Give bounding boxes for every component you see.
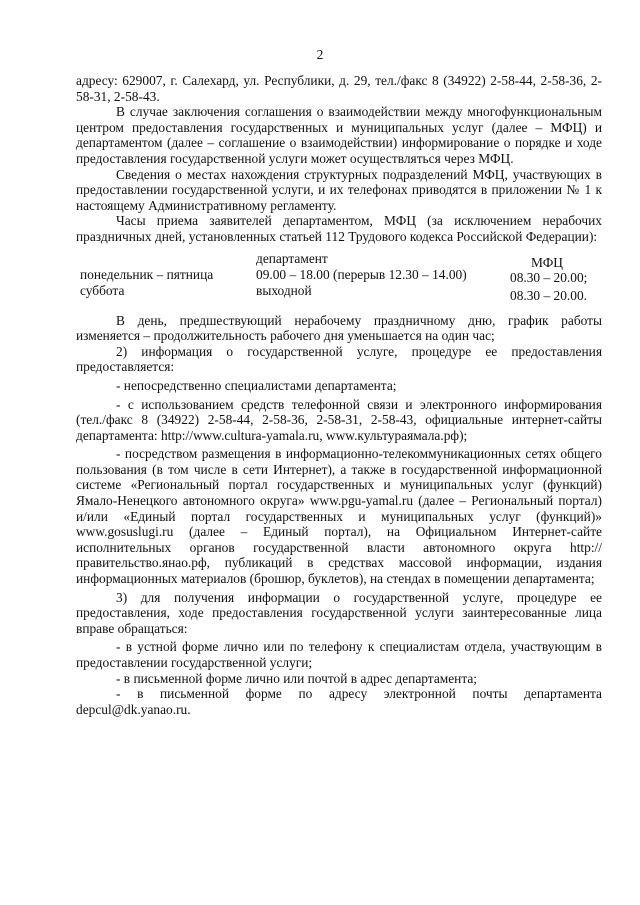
schedule-header-department: департамент xyxy=(256,250,328,266)
list-item: - непосредственно специалистами департамента; xyxy=(116,377,397,393)
schedule-row-saturday-days: суббота xyxy=(80,282,125,298)
schedule-header-mfc: МФЦ xyxy=(531,254,563,270)
address-paragraph: адресу: 629007, г. Салехард, ул. Республики, д. 29, тел./факс 8 (34922) 2-58-44, 2-58-36, 2-58-31, 2-58-43. xyxy=(76,73,602,104)
schedule-row-weekdays-mfc: 08.30 – 20.00; xyxy=(510,269,588,285)
list-item: - посредством размещения в информационно-телекоммуникационных сетях общего пользования (в том числе в сети Интернет), а также в государственной информационной системе «Региональный портал государственных и муниципальных услуг (функций) Ямало-Ненецкого автономного округа» www.pgu-yamal.ru (далее – Региональный портал) и/или «Единый портал государственных и муниципальных услуг (функций)» www.gosuslugi.ru (далее – Единый портал), на Официальном Интернет-сайте исполнительных органов государственной власти автономного округа http://правительство.янао.рф, публикаций в средствах массовой информации, издания информационных материалов (брошюр, буклетов), на стендах в помещении департамента; xyxy=(76,446,602,587)
schedule-table xyxy=(76,249,602,303)
inquiry-paragraph: 3) для получения информации о государственной услуге, процедуре ее предоставления, ходе предоставления государственной услуги заинтересованные лица вправе обращаться: xyxy=(76,589,602,636)
list-item: - в письменной форме лично или почтой в адрес департамента; xyxy=(116,670,478,686)
schedule-row-saturday-mfc: 08.30 – 20.00. xyxy=(510,287,587,303)
schedule-row-weekdays-days: понедельник – пятница xyxy=(80,266,214,282)
preholiday-paragraph: В день, предшествующий нерабочему праздничному дню, график работы изменяется – продолжительность рабочего дня уменьшается на один час; xyxy=(76,312,602,344)
page-number: 2 xyxy=(316,47,324,62)
list-item: - в письменной форме по адресу электронной почты департамента depcul@dk.yanao.ru. xyxy=(76,686,602,717)
schedule-row-saturday-department: выходной xyxy=(256,282,312,298)
mfc-agreement-paragraph: В случае заключения соглашения о взаимодействии между многофункциональным центром предоставления государственных и муниципальных услуг (далее – МФЦ) и департаментом (далее – соглашение о взаимодействии) информирование о порядке и ходе предоставления государственной услуги может осуществляться через МФЦ. xyxy=(76,104,602,166)
schedule-row-weekdays-department: 09.00 – 18.00 (перерыв 12.30 – 14.00) xyxy=(256,266,467,282)
list-item: - с использованием средств телефонной связи и электронного информирования (тел./факс 8 (34922) 2-58-44, 2-58-36, 2-58-31, 2-58-43, официальные интернет-сайты департамента: http://www.cultura-yamala.ru, www.культураямала.рф); xyxy=(76,396,602,443)
list-item: - в устной форме лично или по телефону к специалистам отдела, участвующим в предоставлении государственной услуги; xyxy=(76,639,602,670)
info-provided-paragraph: 2) информация о государственной услуге, процедуре ее предоставления предоставляется: xyxy=(76,343,602,375)
reception-hours-paragraph: Часы приема заявителей департаментом, МФЦ (за исключением нерабочих праздничных дней, установленных статьей 112 Трудового кодекса Российской Федерации): xyxy=(76,213,602,244)
document-body xyxy=(76,73,602,717)
mfc-locations-paragraph: Сведения о местах нахождения структурных подразделений МФЦ, участвующих в предоставлении государственной услуги, и их телефонах приводятся в приложении № 1 к настоящему Административному регламенту. xyxy=(76,166,602,213)
